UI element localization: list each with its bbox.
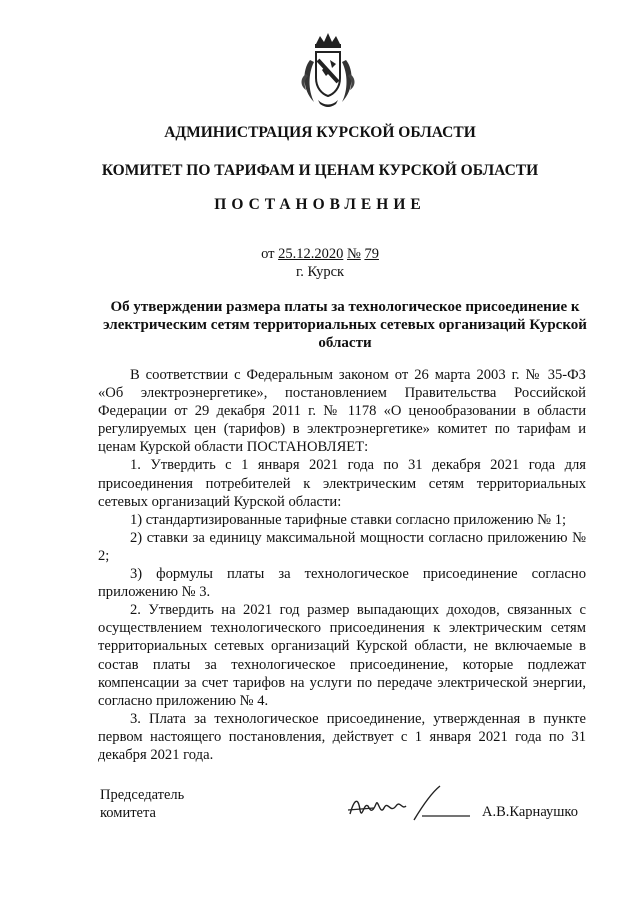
paragraph-subitem-1: 1) стандартизированные тарифные ставки согласно приложению № 1; bbox=[130, 511, 567, 528]
city: г. Курск bbox=[295, 264, 345, 280]
date-line bbox=[0, 246, 640, 263]
document-subject: Об утверждении размера платы за технологическое присоединение к электрическим сетям территориальных сетевых организаций Курской области bbox=[103, 299, 587, 351]
paragraph-preamble: В соответствии с Федеральным законом от 26 марта 2003 г. № 35-ФЗ «Об электроэнергетике», постановлением Правительства Российской Федерации от 29 декабря 2011 г. № 1178 «О ценообразовании в области регулируемых цен (тарифов) в электроэнергетике» комитет по тарифам и ценам Курской области ПОСТАНОВЛЯЕТ: bbox=[98, 367, 586, 456]
paragraph-item-1: 1. Утвердить с 1 января 2021 года по 31 декабря 2021 года для присоединения потребителей к электрическим сетям территориальных сетевых организаций Курской области: bbox=[98, 457, 586, 510]
administration-title: АДМИНИСТРАЦИЯ КУРСКОЙ ОБЛАСТИ bbox=[164, 124, 476, 141]
number-prefix: № bbox=[346, 246, 361, 262]
signatory-role bbox=[100, 786, 184, 822]
document-type: ПОСТАНОВЛЕНИЕ bbox=[214, 196, 426, 213]
date-prefix: от bbox=[261, 246, 275, 262]
paragraph-subitem-3: 3) формулы платы за технологическое присоединение согласно приложению № 3. bbox=[98, 566, 586, 601]
committee-title: КОМИТЕТ ПО ТАРИФАМ И ЦЕНАМ КУРСКОЙ ОБЛАСТИ bbox=[101, 162, 539, 179]
paragraph-item-2: 2. Утвердить на 2021 год размер выпадающих доходов, связанных с осуществлением технологического присоединения к электрическим сетям территориальных сетевых организаций Курской области, не включаемые в состав платы за технологическое присоединение, которые подлежат компенсации за счет тарифов на услуги по передаче электрической энергии, согласно приложению № 4. bbox=[98, 602, 586, 709]
signatory-role-line2: комитета bbox=[100, 805, 156, 821]
document-number: 79 bbox=[364, 246, 379, 262]
document-date: 25.12.2020 bbox=[278, 246, 344, 262]
document-body bbox=[98, 366, 586, 764]
handwritten-signature-icon bbox=[344, 780, 474, 826]
signatory-name: А.В.Карнаушко bbox=[482, 804, 578, 820]
paragraph-subitem-2: 2) ставки за единицу максимальной мощности согласно приложению № 2; bbox=[98, 529, 586, 564]
paragraph-item-3: 3. Плата за технологическое присоединение, утвержденная в пункте первом настоящего постановления, действует с 1 января 2021 года по 31 декабря 2021 года. bbox=[98, 710, 586, 763]
coat-of-arms-icon bbox=[296, 30, 360, 110]
signatory-role-line1: Председатель bbox=[100, 787, 185, 803]
